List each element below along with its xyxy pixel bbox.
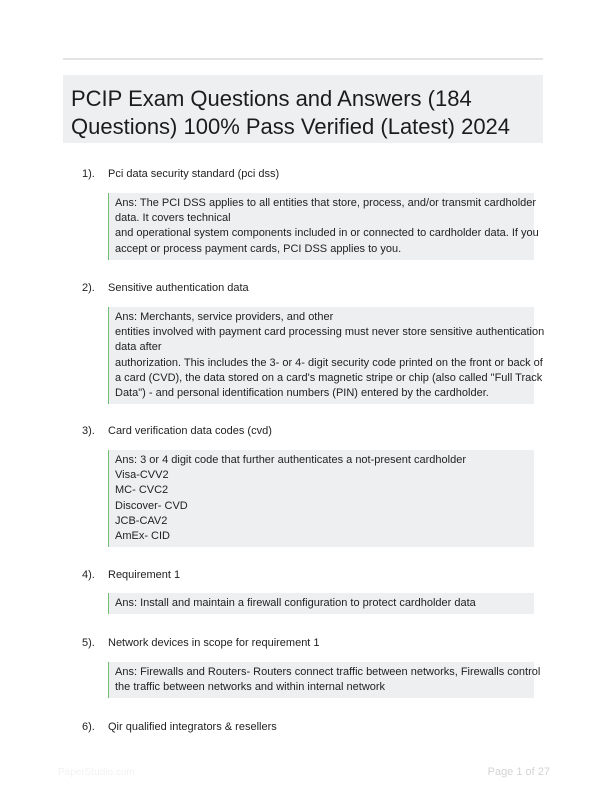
answer-line: Data") - and personal identification numbers (PIN) entered by the cardholder. — [115, 387, 489, 400]
answer-box — [108, 193, 539, 260]
question-text: Pci data security standard (pci dss) — [108, 168, 280, 180]
answer-line: Ans: Install and maintain a firewall configuration to protect cardholder data — [115, 597, 476, 609]
question-text: Qir qualified integrators & resellers — [108, 721, 277, 733]
answer-box — [108, 593, 534, 614]
answer-line: and operational system components included in or connected to cardholder data. If you — [115, 227, 539, 240]
answer-box — [108, 662, 541, 698]
question-number: 4). — [82, 569, 95, 581]
question-text: Sensitive authentication data — [108, 282, 249, 294]
answer-line: Ans: Firewalls and Routers- Routers connect traffic between networks, Firewalls control — [115, 666, 541, 678]
answer-line: JCB-CAV2 — [115, 514, 168, 527]
answer-box — [108, 307, 545, 404]
answer-line: Ans: The PCI DSS applies to all entities that store, process, and/or transmit cardholder — [115, 197, 537, 209]
answer-box — [108, 450, 534, 547]
question-number: 3). — [82, 425, 95, 437]
answer-line: data. It covers technical — [115, 212, 231, 225]
answer-line: a card (CVD), the data stored on a card's magnetic stripe or chip (also called "Full Track — [115, 371, 543, 384]
answer-line: Ans: Merchants, service providers, and other — [115, 311, 334, 323]
question-number: 5). — [82, 637, 95, 649]
answer-line: accept or process payment cards, PCI DSS applies to you. — [115, 242, 402, 255]
answer-line: Discover- CVD — [115, 499, 188, 512]
title-box — [63, 75, 543, 143]
answer-line: the traffic between networks and within internal network — [115, 681, 386, 694]
answer-line: MC- CVC2 — [115, 484, 169, 497]
answer-line: Visa-CVV2 — [115, 469, 169, 482]
question-number: 1). — [82, 168, 95, 180]
page-title: PCIP Exam Questions and Answers (184 Questions) 100% Pass Verified (Latest) 2024 — [71, 86, 511, 139]
question-text: Requirement 1 — [108, 569, 181, 581]
question-number: 2). — [82, 282, 95, 294]
page-number: Page 1 of 27 — [487, 766, 550, 778]
answer-line: AmEx- CID — [115, 530, 170, 543]
answer-line: authorization. This includes the 3- or 4- digit security code printed on the front or back of — [115, 356, 543, 369]
top-rule — [63, 58, 543, 60]
question-text: Network devices in scope for requirement 1 — [108, 637, 320, 649]
answer-line: Ans: 3 or 4 digit code that further authenticates a not-present cardholder — [115, 454, 466, 466]
question-text: Card verification data codes (cvd) — [108, 425, 272, 437]
question-number: 6). — [82, 721, 95, 733]
footer-watermark: PaperStudio.com — [58, 767, 135, 778]
answer-line: data after — [115, 341, 162, 354]
answer-line: entities involved with payment card processing must never store sensitive authentication — [115, 326, 545, 339]
